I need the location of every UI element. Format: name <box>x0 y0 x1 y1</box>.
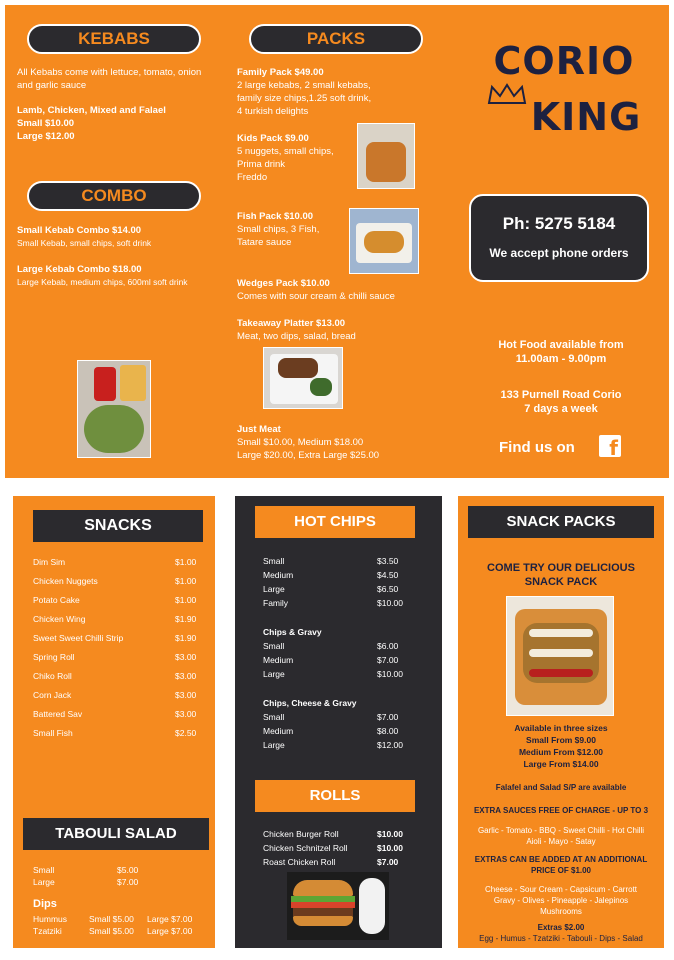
chips-cheese-heading: Chips, Cheese & Gravy <box>263 698 357 708</box>
snack-item-name: Chiko Roll <box>33 671 72 681</box>
snack-item-name: Potato Cake <box>33 595 80 605</box>
kids-pack-line-3: Freddo <box>237 172 268 183</box>
find-us-label: Find us on <box>499 439 575 456</box>
soft-drink-can <box>94 367 116 401</box>
top-menu-panel <box>5 5 669 478</box>
chips-cheese-item-price: $8.00 <box>377 726 399 736</box>
snack-item-price: $3.00 <box>175 690 197 700</box>
roll-item-name: Chicken Burger Roll <box>263 829 339 839</box>
hours-value: 11.00am - 9.00pm <box>515 353 607 365</box>
platter-name: Takeaway Platter $13.00 <box>237 318 346 329</box>
chips-cup <box>120 365 146 401</box>
kids-pack-name: Kids Pack $9.00 <box>237 133 309 144</box>
tabouli-heading: TABOULI SALAD <box>23 818 209 850</box>
facebook-icon[interactable] <box>599 435 621 457</box>
packs-heading: PACKS <box>249 24 423 54</box>
hours-label: Hot Food available from <box>498 339 624 351</box>
combo-small-name: Small Kebab Combo $14.00 <box>17 225 142 236</box>
brand-line-2: KING <box>530 95 642 139</box>
chips-cheese-item-price: $7.00 <box>377 712 399 722</box>
dip-tzatziki-small: Small $5.00 <box>89 926 134 936</box>
hot-chips-heading: HOT CHIPS <box>255 506 415 538</box>
hot-chips-item-price: $6.50 <box>377 584 399 594</box>
snack-item-price: $1.00 <box>175 595 197 605</box>
burger-bun-bottom <box>293 916 353 926</box>
sauces-title: EXTRA SAUCES FREE OF CHARGE - UP TO 3 <box>473 806 649 815</box>
snack-pack-sauce-drizzle-3 <box>529 669 593 677</box>
fish-pack-line-2: Tatare sauce <box>237 237 292 248</box>
falafel-note: Falafel and Salad S/P are available <box>495 783 627 792</box>
extras-line-1: Cheese - Sour Cream - Capsicum - Carrott <box>484 885 638 894</box>
chips-cheese-item-name: Small <box>263 712 285 722</box>
burger-photo <box>287 872 389 940</box>
extras-2-title: Extras $2.00 <box>537 923 585 932</box>
snack-item-price: $3.00 <box>175 671 197 681</box>
snack-item-name: Chicken Nuggets <box>33 576 98 586</box>
chips-cheese-item-name: Medium <box>263 726 294 736</box>
chips-cheese-item-price: $12.00 <box>377 740 403 750</box>
extras-2-list: Egg - Humus - Tzatziki - Tabouli - Dips - Salad <box>479 934 643 943</box>
chef-mascot <box>359 878 385 934</box>
hot-chips-item-price: $3.50 <box>377 556 399 566</box>
hot-chips-item-name: Small <box>263 556 285 566</box>
platter-salad <box>310 378 332 396</box>
fish-pack-name: Fish Pack $10.00 <box>237 211 314 222</box>
snack-item-name: Chicken Wing <box>33 614 86 624</box>
dip-hummus-name: Hummus <box>33 914 68 924</box>
tabouli-small-name: Small <box>33 865 55 875</box>
extras-title-1: EXTRAS CAN BE ADDED AT AN ADDITIONAL <box>474 855 648 864</box>
tabouli-small-price: $5.00 <box>117 865 139 875</box>
tabouli-large-name: Large <box>33 877 55 887</box>
snack-packs-heading: SNACK PACKS <box>468 506 654 538</box>
brand-line-1: CORIO <box>493 39 635 83</box>
snack-pack-size-large: Large From $14.00 <box>523 759 599 769</box>
kebabs-small-price: Small $10.00 <box>17 118 75 129</box>
salad-bowl <box>84 405 144 453</box>
sauces-line-2: Aioli - Mayo - Satay <box>526 837 596 846</box>
roll-item-price: $10.00 <box>377 843 403 853</box>
dip-hummus-large: Large $7.00 <box>147 914 193 924</box>
family-pack-line-3: 4 turkish delights <box>237 106 309 117</box>
kids-pack-line-1: 5 nuggets, small chips, <box>237 146 334 157</box>
snack-pack-size-medium: Medium From $12.00 <box>518 747 604 757</box>
platter-line-1: Meat, two dips, salad, bread <box>237 331 356 342</box>
kids-pack-photo <box>357 123 415 189</box>
dips-heading: Dips <box>33 898 57 910</box>
tabouli-large-price: $7.00 <box>117 877 139 887</box>
combo-photo <box>77 360 151 458</box>
snacks-column <box>13 496 215 948</box>
chips-gravy-item-price: $10.00 <box>377 669 403 679</box>
platter-meat <box>278 358 318 378</box>
just-meat-line-1: Small $10.00, Medium $18.00 <box>237 437 364 448</box>
snack-item-price: $1.90 <box>175 633 197 643</box>
combo-large-desc: Large Kebab, medium chips, 600ml soft drink <box>17 277 188 287</box>
family-pack-line-2: family size chips,1.25 soft drink, <box>237 93 372 104</box>
hot-chips-item-name: Large <box>263 584 285 594</box>
kebabs-large-price: Large $12.00 <box>17 131 75 142</box>
kids-pack-line-2: Prima drink <box>237 159 286 170</box>
snack-pack-headline-2: SNACK PACK <box>524 576 598 588</box>
snack-item-price: $1.00 <box>175 557 197 567</box>
chips-cheese-item-name: Large <box>263 740 285 750</box>
burger-patty <box>293 908 353 916</box>
roll-item-price: $10.00 <box>377 829 403 839</box>
phone-note: We accept phone orders <box>489 246 629 260</box>
fish-pack-photo <box>349 208 419 274</box>
snack-pack-photo <box>506 596 614 716</box>
just-meat-line-2: Large $20.00, Extra Large $25.00 <box>237 450 380 461</box>
snack-item-price: $1.90 <box>175 614 197 624</box>
kebabs-intro: All Kebabs come with lettuce, tomato, onion and garlic sauce <box>17 67 202 91</box>
snack-item-name: Battered Sav <box>33 709 83 719</box>
chips-gravy-item-price: $7.00 <box>377 655 399 665</box>
kebabs-heading: KEBABS <box>27 24 201 54</box>
sauces-line-1: Garlic - Tomato - BBQ - Sweet Chilli - Hot Chilli <box>477 826 645 835</box>
chips-gravy-item-price: $6.00 <box>377 641 399 651</box>
brand-logo <box>469 39 659 139</box>
snack-item-name: Spring Roll <box>33 652 75 662</box>
hot-chips-column <box>235 496 442 948</box>
combo-heading: COMBO <box>27 181 201 211</box>
roll-item-name: Roast Chicken Roll <box>263 857 336 867</box>
dip-tzatziki-name: Tzatziki <box>33 926 62 936</box>
fried-fish <box>364 231 404 253</box>
snack-pack-sizes-title: Available in three sizes <box>514 723 608 733</box>
snack-pack-sauce-drizzle-2 <box>529 649 593 657</box>
hot-chips-item-price: $10.00 <box>377 598 403 608</box>
snack-item-price: $2.50 <box>175 728 197 738</box>
burger-bun-top <box>293 880 353 896</box>
days-open: 7 days a week <box>524 403 598 415</box>
address: 133 Purnell Road Corio <box>500 389 622 401</box>
chips-gravy-heading: Chips & Gravy <box>263 627 322 637</box>
snack-pack-size-small: Small From $9.00 <box>526 735 596 745</box>
snack-item-name: Corn Jack <box>33 690 72 700</box>
family-pack-line-1: 2 large kebabs, 2 small kebabs, <box>237 80 371 91</box>
phone-box[interactable] <box>469 194 649 282</box>
dip-tzatziki-large: Large $7.00 <box>147 926 193 936</box>
extras-title-2: PRICE OF $1.00 <box>530 866 592 875</box>
roll-item-price: $7.00 <box>377 857 399 867</box>
facebook-icon-letter: f <box>609 436 618 457</box>
snack-item-name: Small Fish <box>33 728 73 738</box>
phone-number[interactable]: Ph: 5275 5184 <box>502 214 616 233</box>
combo-small-desc: Small Kebab, small chips, soft drink <box>17 238 152 248</box>
kebabs-types: Lamb, Chicken, Mixed and Falael <box>17 105 166 116</box>
chips-gravy-item-name: Small <box>263 641 285 651</box>
wedges-pack-name: Wedges Pack $10.00 <box>237 278 330 289</box>
just-meat-name: Just Meat <box>237 424 281 435</box>
rolls-heading: ROLLS <box>255 780 415 812</box>
extras-line-2: Gravy - Olives - Pineapple - Jalepinos <box>493 896 629 905</box>
snack-item-name: Sweet Sweet Chilli Strip <box>33 633 124 643</box>
roll-item-name: Chicken Schnitzel Roll <box>263 843 348 853</box>
snack-item-name: Dim Sim <box>33 557 66 567</box>
snacks-heading: SNACKS <box>33 510 203 542</box>
chips-gravy-item-name: Large <box>263 669 285 679</box>
hot-chips-item-name: Medium <box>263 570 294 580</box>
snack-item-price: $1.00 <box>175 576 197 586</box>
snack-pack-sauce-drizzle-1 <box>529 629 593 637</box>
extras-line-3: Mushrooms <box>540 907 582 916</box>
family-pack-name: Family Pack $49.00 <box>237 67 324 78</box>
hot-chips-item-name: Family <box>263 598 289 608</box>
dip-hummus-small: Small $5.00 <box>89 914 134 924</box>
snack-packs-column <box>458 496 664 948</box>
snack-item-price: $3.00 <box>175 652 197 662</box>
chips-gravy-item-name: Medium <box>263 655 294 665</box>
nuggets-tray <box>366 142 406 182</box>
snack-item-price: $3.00 <box>175 709 197 719</box>
combo-large-name: Large Kebab Combo $18.00 <box>17 264 142 275</box>
platter-photo <box>263 347 343 409</box>
fish-pack-line-1: Small chips, 3 Fish, <box>237 224 320 235</box>
wedges-pack-line-1: Comes with sour cream & chilli sauce <box>237 291 395 302</box>
snack-pack-headline-1: COME TRY OUR DELICIOUS <box>487 562 635 574</box>
hot-chips-item-price: $4.50 <box>377 570 399 580</box>
